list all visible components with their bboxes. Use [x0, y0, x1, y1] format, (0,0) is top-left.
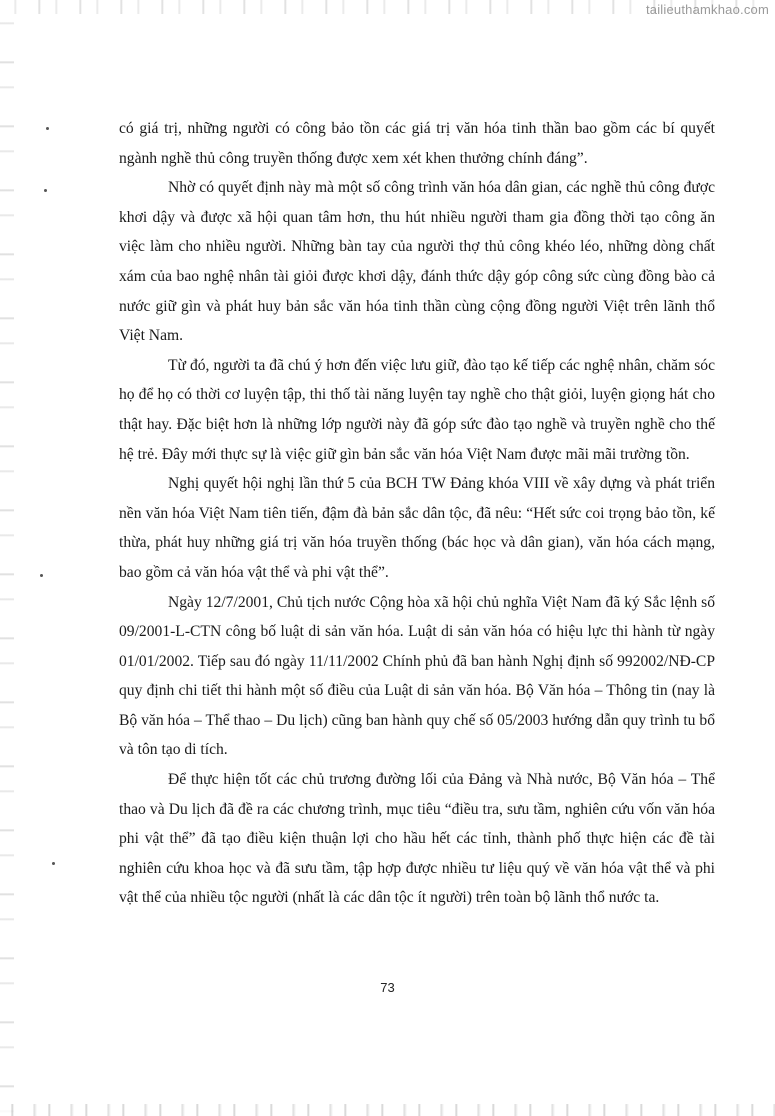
document-body: [119, 114, 715, 913]
paragraph-1: có giá trị, những người có công bảo tồn các giá trị văn hóa tinh thần bao gồm các bí quyết ngành nghề thủ công truyền thống được xem xét khen thưởng chính đáng”.: [119, 120, 715, 167]
paragraph-5: Ngày 12/7/2001, Chủ tịch nước Cộng hòa xã hội chủ nghĩa Việt Nam đã ký Sắc lệnh số 09/2001-L-CTN công bố luật di sản văn hóa. Luật di sản văn hóa có hiệu lực thi hành từ ngày 01/01/2002. Tiếp sau đó ngày 11/11/2002 Chính phủ đã ban hành Nghị định số 992002/NĐ-CP quy định chi tiết thi hành một số điều của Luật di sản văn hóa. Bộ Văn hóa – Thông tin (nay là Bộ văn hóa – Thể thao – Du lịch) cũng ban hành quy chế số 05/2003 hướng dẫn quy trình tu bổ và tôn tạo di tích.: [119, 593, 715, 759]
page-number: 73: [380, 980, 395, 995]
paragraph-6: Để thực hiện tốt các chủ trương đường lối của Đảng và Nhà nước, Bộ Văn hóa – Thể thao và Du lịch đã đề ra các chương trình, mục tiêu “điều tra, sưu tầm, nghiên cứu vốn văn hóa phi vật thể” đã tạo điều kiện thuận lợi cho hầu hết các tỉnh, thành phố thực hiện các đề tài nghiên cứu khoa học và đã sưu tầm, tập hợp được nhiều tư liệu quý về văn hóa vật thể và phi vật thể của nhiều tộc người (nhất là các dân tộc ít người) trên toàn bộ lãnh thổ nước ta.: [119, 771, 715, 907]
watermark: tailieuthamkhao.com: [645, 2, 769, 17]
scan-speck: [40, 574, 43, 577]
paragraph-2: Nhờ có quyết định này mà một số công trình văn hóa dân gian, các nghề thủ công được khơi dậy và được xã hội quan tâm hơn, thu hút nhiều người tham gia đồng thời tạo công ăn việc làm cho nhiều người. Những bàn tay của người thợ thủ công khéo léo, những dòng chất xám của bao nghệ nhân tài giỏi được khơi dậy, đánh thức dậy góp công sức cùng đồng bào cả nước giữ gìn và phát huy bản sắc văn hóa tinh thần cùng cộng đồng người Việt trên lãnh thổ Việt Nam.: [119, 179, 715, 345]
paragraph-3: Từ đó, người ta đã chú ý hơn đến việc lưu giữ, đào tạo kế tiếp các nghệ nhân, chăm sóc họ để họ có thời cơ luyện tập, thi thố tài năng luyện tay nghề cho thật giỏi, luyện giọng hát cho thật hay. Đặc biệt hơn là những lớp người này đã góp sức đào tạo nghề và truyền nghề cho thế hệ trẻ. Đây mới thực sự là việc giữ gìn bản sắc văn hóa Việt Nam được mãi mãi trường tồn.: [119, 356, 715, 463]
scan-speck: [52, 862, 55, 865]
scan-edge-left: [0, 0, 14, 1116]
scan-speck: [44, 189, 47, 192]
paragraph-4: Nghị quyết hội nghị lần thứ 5 của BCH TW Đảng khóa VIII về xây dựng và phát triển nền văn hóa Việt Nam tiên tiến, đậm đà bản sắc dân tộc, đã nêu: “Hết sức coi trọng bảo tồn, kế thừa, phát huy những giá trị văn hóa truyền thống (bác học và dân gian), văn hóa cách mạng, bao gồm cả văn hóa vật thể và phi vật thể”.: [119, 475, 715, 581]
scan-speck: [46, 127, 49, 130]
scan-edge-bottom: [0, 1104, 775, 1116]
